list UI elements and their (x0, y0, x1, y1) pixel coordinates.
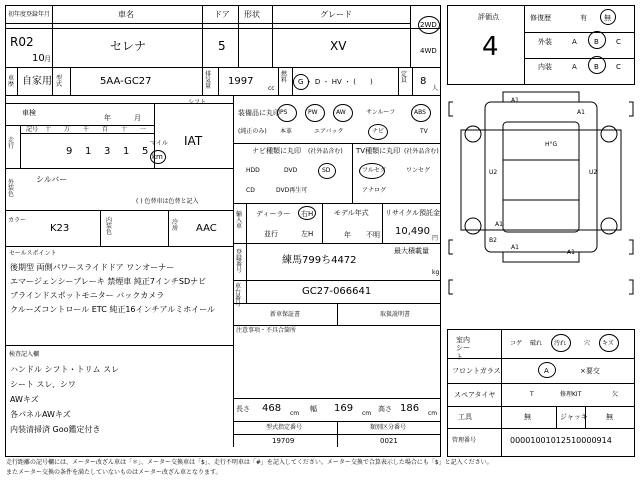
inspect-year: 年 (104, 114, 111, 122)
inspection-line-0: ハンドル シフト・トリム スレ (10, 365, 120, 374)
ext-grade-label: 外装 (538, 38, 552, 46)
navi-item-4: DVD再生可 (276, 187, 308, 194)
fuel-value: G ・ D ・ HV ・ ( ) (298, 78, 373, 86)
equip-row2-item-0: 本革 (280, 128, 293, 135)
car-diagram (447, 90, 635, 325)
equip-item-4: ABS (414, 109, 426, 116)
inspection-line-3: 各パネルAWキズ (10, 410, 71, 419)
car-outline-icon (447, 90, 635, 325)
sales-line-0: 後期型 両側パワースライドドア ワンオーナー (10, 263, 175, 272)
spare-label: スペアタイヤ (454, 391, 496, 399)
mileage-digit-1: 1 (85, 146, 92, 157)
cert-cat-label: 類別区分番号 (370, 424, 407, 431)
inspection-label: 検査記入欄 (9, 351, 40, 358)
ac-label: 冷房 (172, 219, 179, 232)
cert-type-value: 19709 (272, 437, 295, 445)
recycle-value: 10,490 (395, 226, 430, 237)
tools-label: 工具 (458, 413, 472, 421)
equip-item-1: PW (308, 109, 318, 116)
jack-value: 無 (606, 413, 613, 421)
model-year-year: 年 (344, 231, 351, 239)
exterior-value: シルバー (36, 175, 68, 184)
car-mark-8: A1 (577, 109, 585, 116)
import-label: 輸入車 (236, 211, 243, 230)
shape-label: 形状 (244, 10, 260, 19)
exterior-label: 外装色 (8, 179, 15, 198)
inspection-line-4: 内装清掃済 Goo鑑定付き (10, 425, 101, 434)
cap-value: 8 (420, 76, 427, 87)
car-mark-4: A1 (495, 221, 503, 228)
car-mark-1: A1 (511, 244, 519, 251)
mileage-unit-2: 万 (64, 126, 71, 133)
reg-month: 10 (32, 53, 45, 64)
len-value: 468 (262, 403, 282, 414)
reg-era-year: R02 (10, 35, 34, 49)
warranty-manual: 取扱説明書 (380, 311, 411, 318)
ext-grade-c: C (616, 38, 621, 46)
cap-unit: 人 (432, 85, 439, 92)
int-grade-a: A (572, 63, 577, 71)
len-label: 長さ (236, 405, 250, 413)
cert-type-label: 型式指定番号 (266, 424, 303, 431)
recycle-unit: 円 (432, 235, 439, 242)
inspect-header: 車検 (22, 109, 36, 117)
model-year-unknown: 不明 (366, 231, 380, 239)
int-sheet-item-3: 穴 (584, 340, 591, 347)
import-parallel: 並行 (264, 230, 278, 238)
fuel-label: 燃料 (281, 71, 288, 84)
navi-sub: (社外品含む) (308, 148, 343, 155)
navi-item-3: CD (246, 187, 255, 194)
type-label: 型式 (56, 75, 63, 88)
hei-unit: cm (428, 410, 438, 417)
equip-item-0: PS (280, 109, 288, 116)
int-sheet-label: 室内シート (456, 336, 470, 361)
shift-label: シフト (188, 99, 207, 106)
import-hand-r: 右H (301, 210, 314, 218)
color-code-value: K23 (50, 223, 70, 234)
front-glass-label: フロントガラス (452, 367, 501, 375)
color-code-label: カラー (8, 217, 27, 224)
import-dealer: ディーラー (256, 210, 291, 218)
score-value: 4 (482, 32, 499, 62)
mileage-unit-4: 百 (102, 126, 109, 133)
disp-label: 排気量 (205, 71, 212, 90)
reg-month-unit: 月 (44, 55, 51, 63)
cert-cat-value: 0021 (380, 437, 398, 445)
recycle-label: リサイクル預託金 (385, 209, 441, 217)
cc-unit: cc (268, 85, 275, 92)
int-sheet-item-1: 破れ (530, 340, 543, 347)
sales-line-3: クルーズコントロール ETC 純正16インチアルミホイール (10, 305, 216, 314)
mileage-unit-3: 千 (83, 126, 90, 133)
mileage-digit-3: 1 (123, 146, 130, 157)
hei-value: 186 (400, 403, 420, 414)
doors-value: 5 (218, 39, 226, 53)
plate-value: 練馬799ち4472 (282, 255, 357, 266)
car-mark-5: B2 (489, 237, 497, 244)
int-sheet-item-2: 汚れ (554, 340, 567, 347)
mileage-digit-4: 5 (142, 146, 149, 157)
int-grade-c: C (616, 63, 621, 71)
int-grade-label: 内装 (538, 63, 552, 71)
wid-unit: cm (362, 410, 372, 417)
footer-line1: 走行距離の記号欄には、メーター改ざん車は「＊」、メーター交換車は「$」、走行不明車は「#」を記入してください。メーター交換で合算表示した場合にも「$」と記入ください。 (6, 459, 493, 466)
int-sheet-item-0: コゲ (510, 340, 523, 347)
front-glass-opt2: ×要交 (580, 367, 600, 375)
mileage-unit-1: 十 (45, 126, 52, 133)
car-name-label: 車名 (118, 10, 134, 19)
tv-item-2: アナログ (362, 187, 387, 194)
mileage-digit-2: 3 (104, 146, 111, 157)
car-name-value: セレナ (110, 39, 147, 53)
reg-label: 初年度登録年月 (8, 11, 51, 18)
mileage-unit-6: 一 (140, 126, 147, 133)
inspect-month: 月 (134, 114, 141, 122)
sales-label: セールスポイント (9, 250, 57, 257)
inspection-line-1: シート スレ、シワ (10, 380, 76, 389)
tv-item-1: ワンセグ (406, 167, 431, 174)
front-glass-opt: A (544, 367, 549, 375)
int-color-label: 内装色 (106, 217, 113, 236)
repair-label: 修復歴 (530, 14, 551, 22)
spare-item-2: 欠 (612, 391, 619, 398)
equip-row2-item-3: TV (420, 128, 428, 135)
footer-line2: またメーター交換の条件を満たしていないものはメーター改ざん車となります。 (6, 469, 222, 476)
ext-grade-a: A (572, 38, 577, 46)
navi-item-0: HDD (246, 167, 260, 174)
usage-value: 自家用 (22, 76, 52, 87)
ext-grade-b: B (594, 38, 599, 46)
cap-label: 定員 (401, 71, 408, 84)
run-label: 走行 (8, 137, 15, 150)
type-value: 5AA-GC27 (100, 76, 152, 87)
model-year-label: モデル年式 (334, 209, 369, 217)
inspection-line-2: AWキズ (10, 395, 39, 404)
wid-label: 幅 (310, 405, 317, 413)
drive-4wd: 4WD (420, 47, 437, 55)
len-unit: cm (290, 410, 300, 417)
shift-value: IAT (184, 134, 203, 148)
navi-item-2: SD (322, 167, 331, 174)
chassis-label: 車台番号 (235, 283, 242, 308)
hei-label: 高さ (378, 405, 392, 413)
grade-value: XV (330, 39, 347, 53)
disp-value: 1997 (228, 76, 254, 87)
mileage-unit-0: 記号 (26, 126, 39, 133)
tools-value: 無 (524, 413, 531, 421)
int-sheet-item-4: キズ (602, 340, 614, 347)
warranty-new: 新車保証書 (270, 311, 301, 318)
tv-item-0: フルセグ (362, 167, 386, 174)
score-label: 評価点 (478, 13, 499, 21)
import-hand-l: 左H (301, 230, 314, 238)
equip-sub: (純正のみ) (238, 128, 267, 135)
car-mark-2: U2 (489, 169, 498, 176)
plate-label: 登録番号 (236, 249, 243, 274)
wid-value: 169 (334, 403, 354, 414)
navi-item-1: DVD (284, 167, 298, 174)
grade-label: グレード (320, 10, 352, 19)
sales-line-2: ブラインドスポットモニター バックカメラ (10, 291, 165, 300)
equip-item-2: AW (336, 109, 346, 116)
tv-sub: (社外品含む) (404, 148, 439, 155)
mileage-digit-0: 9 (66, 146, 73, 157)
int-grade-b: B (594, 63, 599, 71)
mgmt-value: 00001001012510000914 (510, 436, 612, 445)
mileage-unit-5: 十 (121, 126, 128, 133)
drive-2wd: 2WD (420, 21, 437, 29)
mile-unit-label: マイル (150, 140, 168, 147)
car-mark-7: H°G (545, 141, 558, 148)
car-mark-3: U2 (589, 169, 598, 176)
repair-opt2: 無 (604, 14, 611, 22)
tv-title: TV種類に丸印 (356, 147, 401, 155)
spare-item-0: T (530, 391, 534, 398)
equip-title: 装備品に丸印 (238, 109, 280, 117)
sales-line-1: エマージェンシーブレーキ 禁煙車 純正7インチSDナビ (10, 277, 207, 286)
equip-row2-item-2: ナビ (372, 128, 385, 135)
max-load-label: 最大積載量 (394, 247, 429, 255)
car-mark-6: A1 (567, 249, 575, 256)
spare-item-1: 修理KIT (560, 391, 582, 398)
km-unit: km (152, 153, 163, 161)
jack-label: ジャッキ (560, 413, 588, 421)
equip-item-3: サンルーフ (366, 109, 396, 116)
ac-value: AAC (196, 223, 217, 234)
repair-opt1: 有 (580, 14, 587, 22)
usage-label: 車歴 (8, 75, 15, 88)
exterior-note: ( ) 色替車は色替と記入 (136, 198, 199, 205)
doors-label: ドア (214, 10, 230, 19)
max-load-unit: kg (432, 269, 440, 276)
navi-title: ナビ種類に丸印 (252, 147, 301, 155)
car-mark-0: A1 (511, 97, 519, 104)
mgmt-label: 管理番号 (452, 437, 477, 444)
notes-label: 注意事項・不具合箇所 (236, 327, 297, 334)
chassis-value: GC27-066641 (302, 286, 372, 297)
equip-row2-item-1: エアバック (314, 128, 344, 135)
